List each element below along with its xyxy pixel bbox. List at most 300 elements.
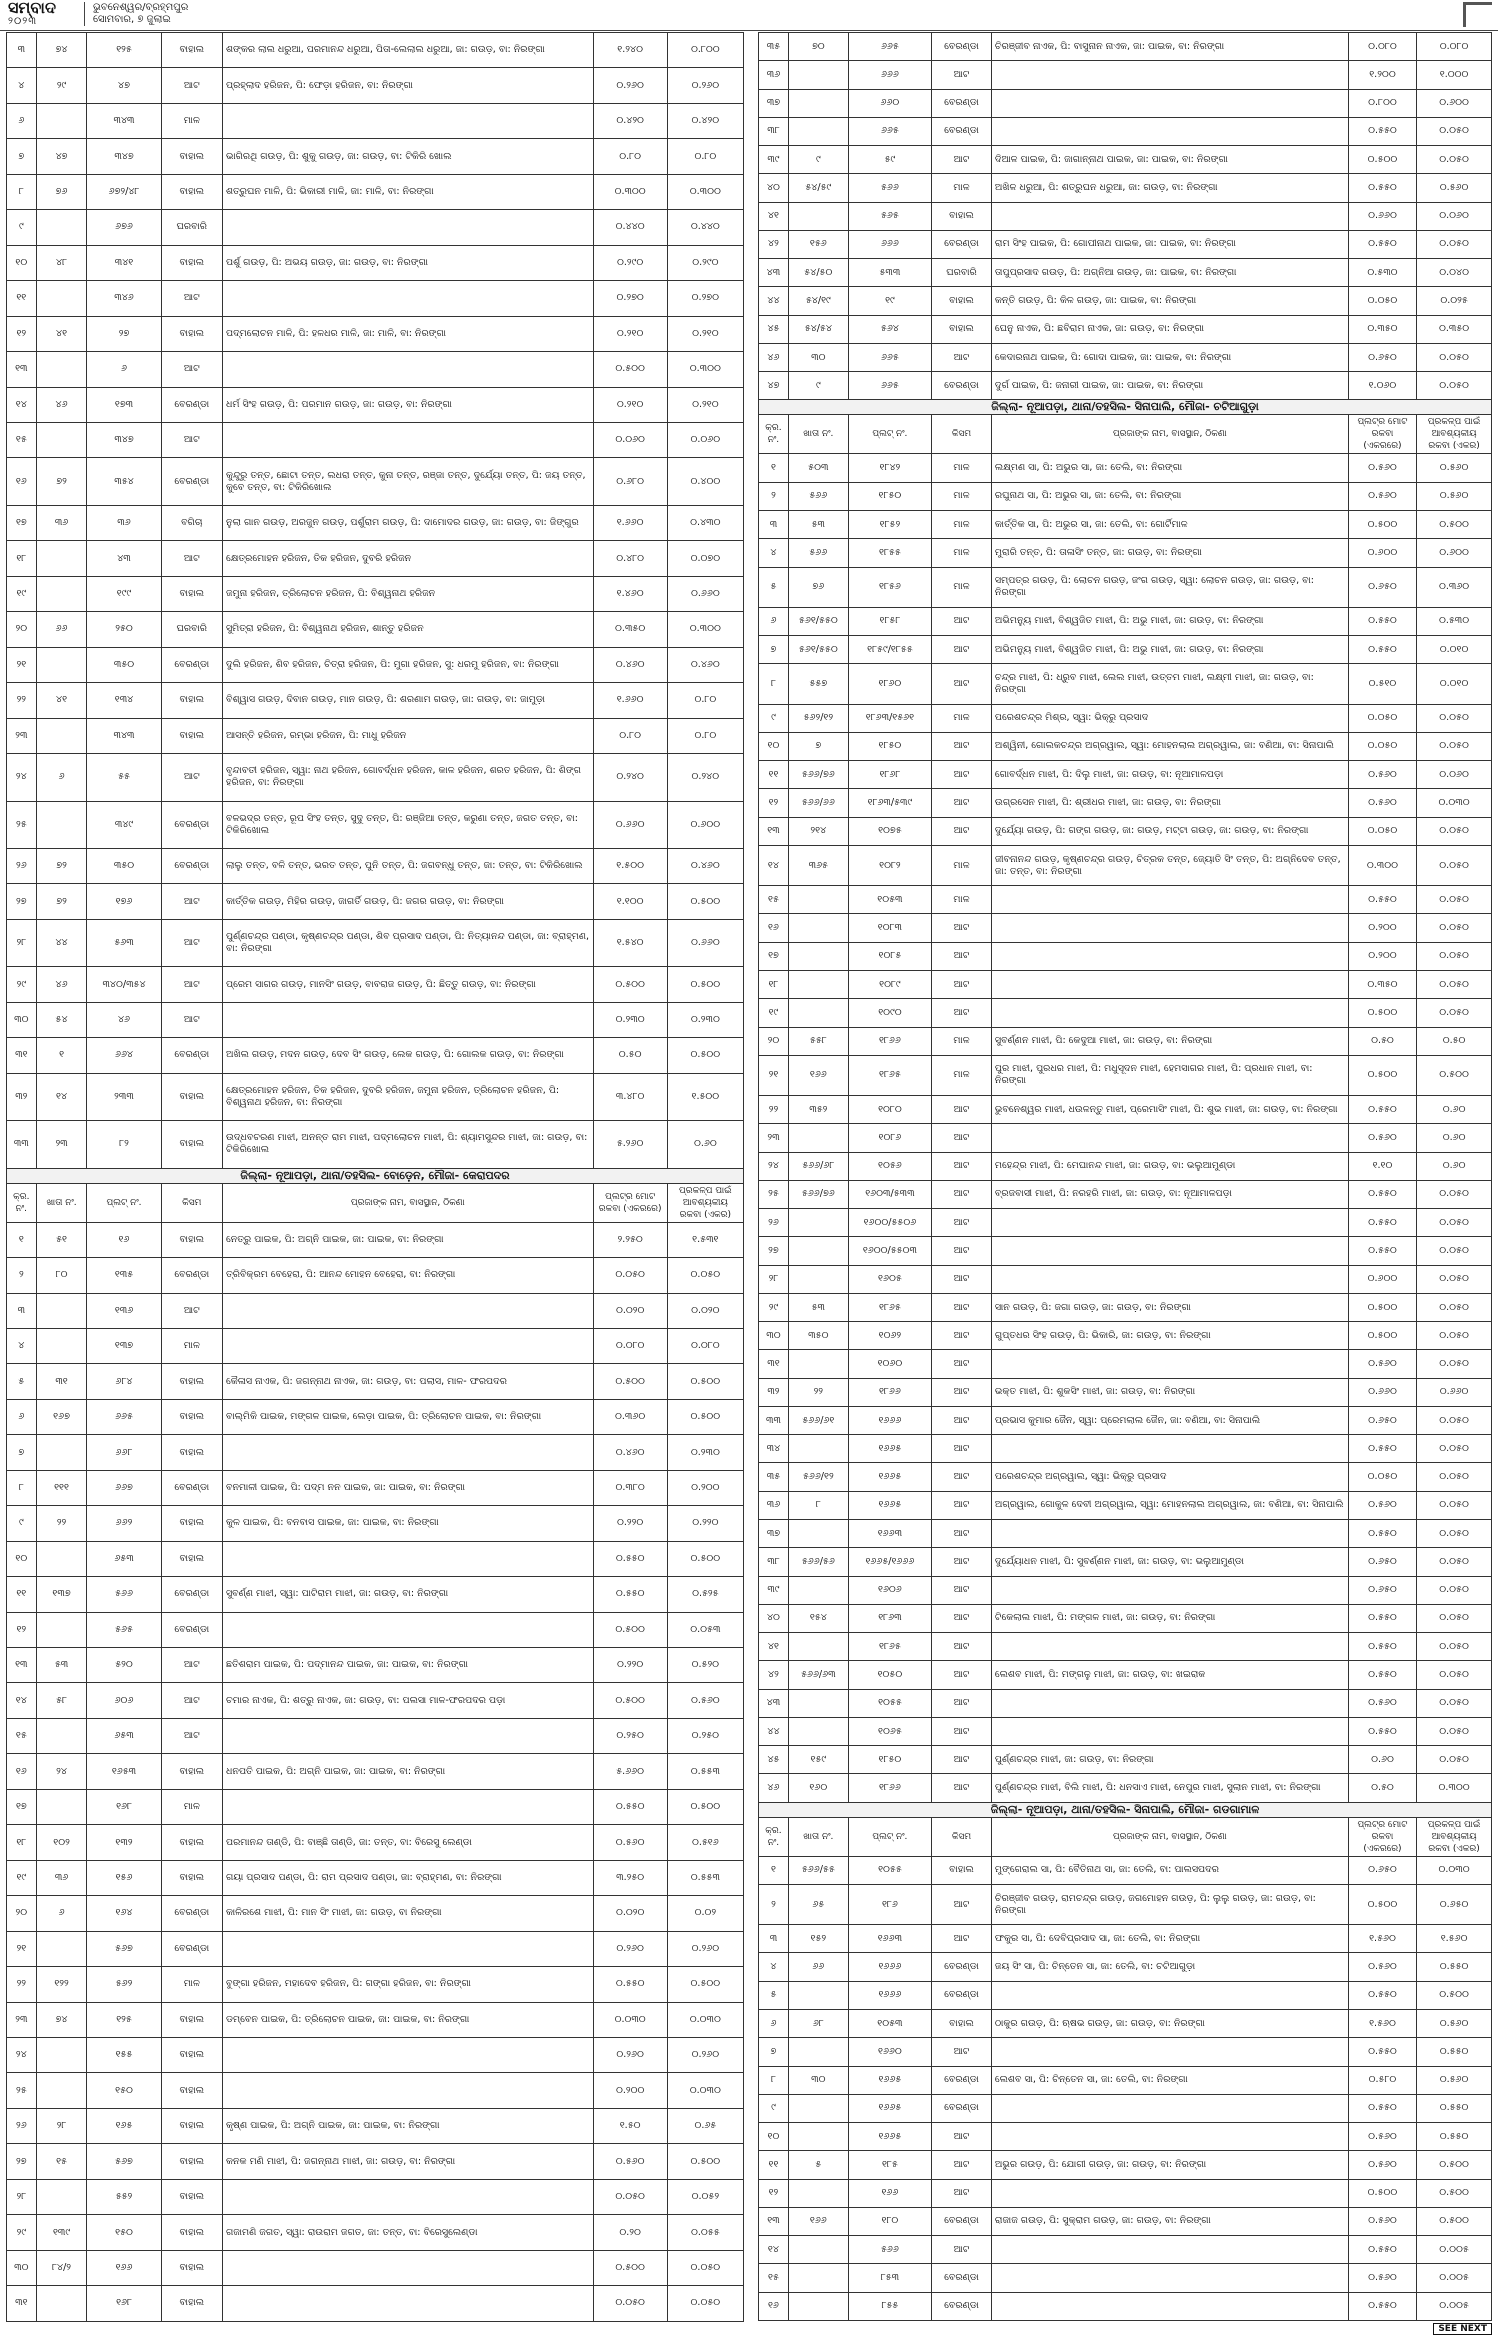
plot-no: ୧୨୫ xyxy=(87,2002,161,2037)
plot-no: ୧୮୬୫ xyxy=(848,1293,931,1321)
serial-no: ୮ xyxy=(759,664,789,704)
plot-no: ୧୮୫୯/୧୮୫୫ xyxy=(848,636,931,664)
land-type: ବାହାଲ xyxy=(161,316,222,351)
table-row xyxy=(759,1953,1492,1981)
khata-no xyxy=(36,1718,87,1753)
required-area: ୦.୫୦୦ xyxy=(667,967,743,1002)
table-row xyxy=(7,2108,744,2143)
plot-no: ୧୬୫୩ xyxy=(87,1754,161,1789)
khata-no xyxy=(788,1209,848,1237)
serial-no: ୮ xyxy=(7,174,37,209)
serial-no: ୧୦ xyxy=(7,245,37,280)
serial-no: ୪୪ xyxy=(759,1717,789,1745)
owner-details: ଆସନ୍ତି ହରିଜନ, ରମ୍ଭା ହରିଜନ, ପି: ମାଧୁ ହରିଜନ xyxy=(222,718,593,753)
plot-total-area: ୦.୫୫୦ xyxy=(1348,1717,1416,1745)
owner-details: ବୁଙ୍ଗା ହରିଜନ, ମହାଦେବ ହରିଜନ, ପି: ଗଙ୍ଗା ହରିଜନ, ବା: ନିରଙ୍ଗା xyxy=(222,1967,593,2002)
owner-details: ବ୍ରଜବାସୀ ମାଝୀ, ପି: ନରହରି ମାଝୀ, ଜା: ଗଉଡ଼, ବା: ନୂଆମାଳପଡ଼ା xyxy=(991,1180,1348,1208)
required-area: ୧.୫୦୦ xyxy=(667,1073,743,1120)
owner-details xyxy=(991,89,1348,117)
land-type: ଆଟ xyxy=(161,68,222,103)
land-type: ଆଟ xyxy=(932,1717,992,1745)
plot-total-area: ୦.୫୫୦ xyxy=(1348,607,1416,635)
plot-total-area: ୦.୦୨୦ xyxy=(593,1293,667,1328)
owner-details xyxy=(222,1002,593,1037)
plot-total-area: ୦.୮୦୦ xyxy=(1348,89,1416,117)
land-type: ମାଳ xyxy=(932,539,992,567)
serial-no: ୯ xyxy=(7,210,37,245)
plot-no: ୧୮୬୮ xyxy=(848,761,931,789)
required-area: ୦.୫୦ xyxy=(1417,1027,1492,1055)
owner-details: ସୁବର୍ଣ୍ଣନ ମାଝୀ, ପି: କେଦୁଆ ମାଝୀ, ଜା: ଗଉଡ଼, ବା: ନିରଙ୍ଗା xyxy=(991,1027,1348,1055)
khata-no: ୫୪/୫୦ xyxy=(788,259,848,287)
column-header-khata-no: ଖାତା ନଂ. xyxy=(788,415,848,454)
serial-no: ୧୦ xyxy=(759,2123,789,2151)
land-type: ଆଟ xyxy=(932,1576,992,1604)
land-type: ବାହାଲ xyxy=(161,1222,222,1257)
land-type: ଆଟ xyxy=(932,1209,992,1237)
serial-no: ୩୩ xyxy=(7,1121,37,1168)
khata-no: ୭ xyxy=(788,732,848,760)
table-row xyxy=(7,1789,744,1824)
plot-no: ୫୬୬ xyxy=(87,1577,161,1612)
land-type: ଆଟ xyxy=(932,1925,992,1953)
plot-no: ୧୬୬୫/୧୬୬୬ xyxy=(848,1548,931,1576)
khata-no: ୪୧ xyxy=(36,683,87,718)
table-row xyxy=(759,2207,1492,2235)
table-row xyxy=(7,1541,744,1576)
khata-no xyxy=(788,999,848,1027)
plot-total-area: ୦.୬୫୦ xyxy=(1348,1406,1416,1434)
khata-no: ୫୬୬/୫୫ xyxy=(788,1856,848,1884)
plot-no: ୧୬୬ xyxy=(87,2250,161,2285)
land-type: ଆଟ xyxy=(932,1124,992,1152)
owner-details: ଗଜାମଣି ଜଗତ, ସ୍ୱା: ରାଉରାମ ଜଗତ, ଜା: ତନ୍ତ, ବା: ବିରେସୁଲେଣ୍ଡା xyxy=(222,2215,593,2250)
plot-total-area: ୦.୪୨୦ xyxy=(593,103,667,138)
serial-no: ୩୭ xyxy=(759,89,789,117)
required-area: ୦.୦୫୦ xyxy=(667,1258,743,1293)
land-type: ଆଟ xyxy=(932,1604,992,1632)
owner-details: ପ୍ରଭାସ କୁମାର ଜୈନ, ସ୍ୱା: ପ୍ରେମଲାଲ ଜୈନ, ଜା: ବଣିଆ, ବା: ସିନାପାଲି xyxy=(991,1406,1348,1434)
land-type: ବାହାଲ xyxy=(932,1856,992,1884)
required-area: ୦.୦୫୦ xyxy=(1417,886,1492,914)
table-row xyxy=(759,1152,1492,1180)
plot-no: ୬୬୦ xyxy=(848,89,931,117)
owner-details xyxy=(222,1718,593,1753)
plot-no: ୧୮୬୫ xyxy=(848,1055,931,1095)
khata-no: ୧ xyxy=(36,1038,87,1073)
owner-details xyxy=(991,117,1348,145)
land-type: ବେରଣ୍ଡା xyxy=(161,1258,222,1293)
owner-details xyxy=(991,1435,1348,1463)
required-area: ୦.୦୫୦ xyxy=(1417,343,1492,371)
plot-no: ୧୮୦ xyxy=(848,2207,931,2235)
plot-total-area: ୦.୫୮୦ xyxy=(1348,2066,1416,2094)
plot-no: ୫୬୬ xyxy=(848,174,931,202)
khata-no: ୫୫୭ xyxy=(788,664,848,704)
required-area: ୦.୦୫୦ xyxy=(1417,1661,1492,1689)
plot-no: ୧୩୭ xyxy=(87,1328,161,1363)
required-area: ୦.୦୫୦ xyxy=(1417,146,1492,174)
serial-no: ୧୬ xyxy=(759,914,789,942)
section-title: ଜିଲ୍ଲା- ନୂଆପଡ଼ା, ଥାନା/ତହସିଲ- ସିନାପାଲି, ମୌଜା- ଗଡଗାମାଳ xyxy=(759,1802,1492,1817)
owner-details: ପରମାନନ୍ଦ ତାଣ୍ଡି, ପି: ବାଞ୍ଛି ତାଣ୍ଡି, ଜା: ତନ୍ତ, ବା: ବିରେସୁ ଲେଣ୍ଡା xyxy=(222,1825,593,1860)
required-area: ୦.୦୫୦ xyxy=(1417,1746,1492,1774)
plot-no: ୮୨ xyxy=(87,1121,161,1168)
plot-no: ୧୦୮୫ xyxy=(848,942,931,970)
khata-no xyxy=(36,576,87,611)
land-type: ଘରବାରି xyxy=(161,210,222,245)
land-type: ମାଳ xyxy=(932,845,992,885)
owner-details xyxy=(991,1265,1348,1293)
khata-no xyxy=(36,1931,87,1966)
serial-no: ୧୦ xyxy=(759,732,789,760)
owner-details xyxy=(991,1520,1348,1548)
serial-no: ୧ xyxy=(759,454,789,482)
required-area: ୦.୦୫୦ xyxy=(1417,999,1492,1027)
required-area: ୦.୨୭୦ xyxy=(667,281,743,316)
serial-no: ୪୧ xyxy=(759,202,789,230)
plot-total-area: ୧.୫୬୦ xyxy=(1348,1925,1416,1953)
table-row xyxy=(7,458,744,505)
plot-total-area: ୦.୫୫୦ xyxy=(1348,1633,1416,1661)
table-row xyxy=(759,2094,1492,2122)
serial-no: ୨୨ xyxy=(7,1967,37,2002)
land-type: ବାହାଲ xyxy=(161,683,222,718)
table-row xyxy=(759,970,1492,998)
plot-no: ୮୫୩ xyxy=(848,2264,931,2292)
land-type: ବାହାଲ xyxy=(161,2038,222,2073)
table-row xyxy=(759,372,1492,400)
plot-total-area: ୦.୫୬୦ xyxy=(1348,1491,1416,1519)
plot-no: ୬୦୬ xyxy=(87,1683,161,1718)
land-table-left xyxy=(6,32,744,2322)
table-row xyxy=(759,454,1492,482)
land-type: ମାଳ xyxy=(932,482,992,510)
table-row xyxy=(7,68,744,103)
owner-details: ଲାଲୁ ତନ୍ତ, ବଳି ତନ୍ତ, ଭରତ ତନ୍ତ, ପୁନି ତନ୍ତ, ପି: ଜଗବନ୍ଧୁ ତନ୍ତ, ଜା: ତନ୍ତ, ବା: ଟିକିରିଖୋଲ xyxy=(222,848,593,883)
serial-no: ୧୪ xyxy=(7,1683,37,1718)
table-row xyxy=(759,1981,1492,2009)
plot-total-area: ୦.୫୬୦ xyxy=(1348,761,1416,789)
required-area: ୦.୩୦୦ xyxy=(1417,1774,1492,1802)
khata-no: ୫୬୬/୫୬ xyxy=(788,1548,848,1576)
plot-total-area: ୦.୫୦୦ xyxy=(593,967,667,1002)
land-type: ବାହାଲ xyxy=(161,1860,222,1895)
khata-no xyxy=(36,2073,87,2108)
land-type: ଆଟ xyxy=(161,422,222,457)
plot-total-area: ୦.୨୦ xyxy=(593,2215,667,2250)
khata-no xyxy=(788,1576,848,1604)
column-header-plot-total-area: ପ୍ଲଟ୍ର ମୋଟ ରକବା (ଏକରରେ) xyxy=(593,1183,667,1222)
required-area: ୦.୫୫୦ xyxy=(1417,1953,1492,1981)
table-row xyxy=(7,1002,744,1037)
khata-no: ୩୬ xyxy=(36,505,87,540)
owner-details: ଭାଗିରଥି ଗଉଡ଼, ପି: ଶୁକୁ ଗଉଡ଼, ଜା: ଗଉଡ଼, ବା: ଟିକିରି ଖୋଲ xyxy=(222,139,593,174)
owner-details: ଅଖିଳ ଧରୁଆ, ପି: ଶତ୍ରୁଘନ ଧରୁଆ, ଜା: ଗଉଡ଼, ବା: ନିରଙ୍ଗା xyxy=(991,174,1348,202)
khata-no: ୫୩ xyxy=(788,1293,848,1321)
plot-no: ୬୬୨ xyxy=(87,1506,161,1541)
plot-total-area: ୦.୫୫୦ xyxy=(1348,230,1416,258)
land-type: ବେରଣ୍ଡା xyxy=(932,372,992,400)
khata-no: ୩୧ xyxy=(36,1364,87,1399)
column-header-land-type: କିସମ xyxy=(161,1183,222,1222)
table-row xyxy=(7,1258,744,1293)
required-area: ୦.୫୦୦ xyxy=(1417,2151,1492,2179)
khata-no xyxy=(788,970,848,998)
serial-no: ୧୬ xyxy=(7,1754,37,1789)
table-row xyxy=(7,1038,744,1073)
serial-no: ୧୨ xyxy=(759,2179,789,2207)
required-area: ୦.୦୫୦ xyxy=(1417,732,1492,760)
owner-details: କୁନ୍ଦୁରୁ ତନ୍ତ, ଛୋଟା ତନ୍ତ, ଲଧରା ତନ୍ତ, କୁନା ତନ୍ତ, ରଞ୍ଜା ତନ୍ତ, ଦୁର୍ଯ୍ୟୋ ତନ୍ତ, ପି: ଜୟ ତନ୍ତ, କୁବେ ତନ୍ତ, ବା: ଟିକିରିଖୋଲ xyxy=(222,458,593,505)
khata-no xyxy=(788,914,848,942)
serial-no: ୩୬ xyxy=(759,1491,789,1519)
table-row xyxy=(7,387,744,422)
land-type: ବେରଣ୍ଡା xyxy=(932,2066,992,2094)
plot-no: ୫୬୪ xyxy=(848,315,931,343)
required-area: ୦.୦୩୦ xyxy=(667,2073,743,2108)
plot-total-area: ୫.୬୬୦ xyxy=(593,1754,667,1789)
plot-no: ୪୬ xyxy=(87,1002,161,1037)
owner-details: ପରେଶଚନ୍ଦ୍ର ଅଗ୍ରୱାଲ, ସ୍ୱା: ଭିକ୍ରୁ ପ୍ରସାଦ xyxy=(991,1463,1348,1491)
plot-no: ୧୦୯୦ xyxy=(848,999,931,1027)
serial-no: ୨୫ xyxy=(759,1180,789,1208)
serial-no: ୪୦ xyxy=(759,174,789,202)
required-area: ୦.୦୫୦ xyxy=(1417,1322,1492,1350)
land-type: ଆଟ xyxy=(932,1661,992,1689)
table-row xyxy=(7,1435,744,1470)
owner-details: କୈଳାସ ନାଏକ, ପି: ଜଗନ୍ନାଥ ନାଏକ, ଜା: ଗଉଡ଼, ବା: ପଲାସ, ମାଳ- ଫରପଦର xyxy=(222,1364,593,1399)
serial-no: ୩୯ xyxy=(759,1576,789,1604)
plot-no: ୬୫୩ xyxy=(87,1718,161,1753)
table-row xyxy=(759,230,1492,258)
owner-details xyxy=(991,2264,1348,2292)
required-area: ୦.୦୫୦ xyxy=(1417,117,1492,145)
table-row xyxy=(759,2179,1492,2207)
plot-total-area: ୦.୫୫୦ xyxy=(593,1541,667,1576)
khata-no: ୧୬୭ xyxy=(36,1399,87,1434)
table-row xyxy=(7,1121,744,1168)
khata-no xyxy=(36,1612,87,1647)
plot-total-area: ୦.୨୭୦ xyxy=(593,281,667,316)
plot-total-area: ୧.୫୪୦ xyxy=(593,919,667,966)
plot-total-area: ୦.୫୫୦ xyxy=(593,1577,667,1612)
plot-total-area: ୦.୫୦ xyxy=(1348,1774,1416,1802)
plot-no: ୧୬୬୫ xyxy=(848,1463,931,1491)
plot-total-area: ୦.୩୫୦ xyxy=(1348,970,1416,998)
land-type: ବାହାଲ xyxy=(932,202,992,230)
plot-no: ୩୪୦/୩୫୪ xyxy=(87,967,161,1002)
owner-details: ଲକ୍ଷ୍ମଣ ସା, ପି: ଅଭୁର ସା, ଜା: ତେଲି, ବା: ନିରଙ୍ଗା xyxy=(991,454,1348,482)
serial-no: ୧ xyxy=(759,1856,789,1884)
khata-no xyxy=(36,2179,87,2214)
serial-no: ୪୩ xyxy=(759,259,789,287)
required-area: ୦.୬୦ xyxy=(1417,1096,1492,1124)
owner-details: ଜୀବନାନନ୍ଦ ଗଉଡ଼, କୃଷ୍ଣଚନ୍ଦ୍ର ଗଉଡ଼, ଚିତ୍ରକ ତନ୍ତ, ଜ୍ୟୋତି ସିଂ ତନ୍ତ, ପି: ଅଗ୍ନିଦେବ ତନ୍ତ, ଜା: ତନ୍ତ, ବା: ନିରଙ୍ଗା xyxy=(991,845,1348,885)
owner-details xyxy=(991,1717,1348,1745)
plot-no: ୫୩୩ xyxy=(848,259,931,287)
khata-no xyxy=(788,1689,848,1717)
plot-total-area: ୦.୨୬୦ xyxy=(593,1931,667,1966)
khata-no: ୫୬୬/୬୮ xyxy=(788,1152,848,1180)
land-type: ଆଟ xyxy=(932,1633,992,1661)
see-next-label: SEE NEXT xyxy=(1433,2323,1492,2335)
plot-no: ୪୩ xyxy=(87,541,161,576)
plot-total-area: ୦.୬୦୦ xyxy=(1348,1265,1416,1293)
khata-no xyxy=(788,2236,848,2264)
owner-details xyxy=(991,2236,1348,2264)
serial-no: ୪ xyxy=(759,1953,789,1981)
owner-details: ଗୟା ପ୍ରସାଦ ପଣ୍ଡା, ପି: ରାମ ପ୍ରସାଦ ପଣ୍ଡା, ଜା: ବ୍ରାହ୍ମଣ, ବା: ନିରଙ୍ଗା xyxy=(222,1860,593,1895)
plot-total-area: ୦.୦୫୦ xyxy=(1348,817,1416,845)
required-area: ୦.୫୦୦ xyxy=(667,2144,743,2179)
owner-details: ବନମାଳୀ ପାଇକ, ପି: ପଦ୍ମ ନନ ପାଇକ, ଜା: ପାଇକ, ବା: ନିରଙ୍ଗା xyxy=(222,1470,593,1505)
plot-total-area: ୦.୩୬୦ xyxy=(593,1399,667,1434)
plot-total-area: ୦.୪୬୦ xyxy=(593,647,667,682)
table-row xyxy=(759,942,1492,970)
table-row xyxy=(759,1293,1492,1321)
required-area: ୦.୦୨୫ xyxy=(1417,287,1492,315)
plot-no: ୧୫୦ xyxy=(87,2215,161,2250)
plot-no: ୧୬୬୩ xyxy=(848,1520,931,1548)
plot-total-area: ୧.୫୬୦ xyxy=(1348,2010,1416,2038)
plot-no: ୧୬୮ xyxy=(87,2286,161,2321)
table-row xyxy=(7,33,744,68)
table-row xyxy=(7,683,744,718)
serial-no: ୧ xyxy=(7,1222,37,1257)
table-row xyxy=(7,2073,744,2108)
plot-no: ୧୦୫୫ xyxy=(848,1856,931,1884)
required-area: ୦.୦୬୦ xyxy=(1417,202,1492,230)
serial-no: ୪୫ xyxy=(759,315,789,343)
plot-total-area: ୦.୫୫୦ xyxy=(1348,1237,1416,1265)
required-area: ୦.୨୬୦ xyxy=(667,1931,743,1966)
khata-no: ୧୫ xyxy=(36,2144,87,2179)
table-row xyxy=(759,845,1492,885)
owner-details xyxy=(991,61,1348,89)
khata-no xyxy=(36,801,87,848)
land-type: ଆଟ xyxy=(932,1463,992,1491)
required-area: ୦.୫୦୦ xyxy=(1417,2179,1492,2207)
land-type: ମାଳ xyxy=(161,103,222,138)
land-type: ମାଳ xyxy=(932,704,992,732)
land-type: ଆଟ xyxy=(161,1683,222,1718)
table-row xyxy=(759,817,1492,845)
khata-no: ୬୮ xyxy=(788,2010,848,2038)
table-row xyxy=(759,1689,1492,1717)
plot-no: ୬୮୪ xyxy=(87,1364,161,1399)
plot-no: ୨୫୦ xyxy=(87,612,161,647)
serial-no: ୨୭ xyxy=(7,884,37,919)
plot-total-area: ୦.୨୨୦ xyxy=(593,1648,667,1683)
khata-no: ୩୬୫ xyxy=(788,845,848,885)
required-area: ୦.୦୫୨ xyxy=(667,2179,743,2214)
plot-total-area: ୫.୨୬୦ xyxy=(593,1121,667,1168)
required-area: ୦.୪୦୦ xyxy=(667,458,743,505)
plot-total-area: ୦.୫୬୦ xyxy=(1348,454,1416,482)
plot-no: ୧୩୫ xyxy=(87,1258,161,1293)
owner-details: ଲେଶବ ସା, ପି: ଚିନ୍ତେନ ସା, ଜା: ତେଲି, ବା: ନିରଙ୍ଗା xyxy=(991,2066,1348,2094)
serial-no: ୩ xyxy=(759,510,789,538)
land-type: ବେରଣ୍ଡା xyxy=(932,117,992,145)
plot-total-area: ୧.୦୬୦ xyxy=(1348,372,1416,400)
land-type: ଘରବାରି xyxy=(932,259,992,287)
plot-total-area: ୦.୫୦୦ xyxy=(1348,2179,1416,2207)
serial-no: ୧୨ xyxy=(759,789,789,817)
land-type: ଆଟ xyxy=(932,1774,992,1802)
required-area: ୦.୪୨୦ xyxy=(667,103,743,138)
required-area: ୦.୦୩୦ xyxy=(1417,1856,1492,1884)
owner-details: ଅଗ୍ରୱାଲ, ଗୋକୁଳ ଦେବୀ ଅଗ୍ରୱାଲ, ସ୍ୱା: ମୋହନଲାଲ ଅଗ୍ରୱାଲ, ଜା: ବଣିଆ, ବା: ସିନାପାଲି xyxy=(991,1491,1348,1519)
serial-no: ୩୯ xyxy=(759,146,789,174)
plot-no: ୧୬୦୦/୫୫୦୩ xyxy=(848,1237,931,1265)
required-area: ୧.୫୩୧ xyxy=(667,1222,743,1257)
plot-no: ୧୮୬୩ xyxy=(848,1604,931,1632)
table-row xyxy=(759,1027,1492,1055)
required-area: ୦.୬୬୦ xyxy=(667,576,743,611)
khata-no: ୯ xyxy=(788,372,848,400)
land-type: ଆଟ xyxy=(932,1237,992,1265)
khata-no: ୪୬ xyxy=(36,387,87,422)
column-header-row xyxy=(759,415,1492,454)
plot-no: ୧୮୫୨ xyxy=(848,510,931,538)
khata-no: ୨୨ xyxy=(36,1506,87,1541)
land-type: ଆଟ xyxy=(932,914,992,942)
plot-no: ୧୩୪ xyxy=(87,683,161,718)
land-type: ଆଟ xyxy=(932,1096,992,1124)
land-type: ମାଳ xyxy=(932,1055,992,1095)
required-area: ୦.୦୦୫ xyxy=(1417,2264,1492,2292)
section-title: ଜିଲ୍ଲା- ନୂଆପଡ଼ା, ଥାନା/ତହସିଲ- ବୋଡ଼େନ, ମୌଜା- କେରାପଦର xyxy=(7,1168,744,1183)
required-area: ୦.୫୦୦ xyxy=(667,1967,743,2002)
owner-details xyxy=(222,281,593,316)
plot-no: ୧୬୦୦/୫୫୦୬ xyxy=(848,1209,931,1237)
plot-no: ୧୬୬୬ xyxy=(848,1953,931,1981)
required-area: ୦.୫୦୦ xyxy=(667,1399,743,1434)
khata-no: ୫୬୬/୧୨ xyxy=(788,1463,848,1491)
serial-no: ୩ xyxy=(759,1925,789,1953)
plot-total-area: ୨.୨୫୦ xyxy=(593,1222,667,1257)
table-row xyxy=(759,1661,1492,1689)
plot-total-area: ୦.୫୦୦ xyxy=(593,1364,667,1399)
khata-no xyxy=(788,942,848,970)
serial-no: ୨୮ xyxy=(7,2179,37,2214)
table-row xyxy=(759,1746,1492,1774)
required-area: ୦.୫୨୫ xyxy=(667,1577,743,1612)
table-row xyxy=(7,848,744,883)
plot-total-area: ୦.୫୫୦ xyxy=(1348,1180,1416,1208)
khata-no: ୯ xyxy=(788,146,848,174)
owner-details: ଉଗ୍ରସେନ ମାଝୀ, ପି: ଶ୍ରୀଧର ମାଝୀ, ଜା: ଗଉଡ଼, ବା: ନିରଙ୍ଗା xyxy=(991,789,1348,817)
plot-total-area: ୦.୫୫୦ xyxy=(593,1789,667,1824)
serial-no: ୨୩ xyxy=(7,718,37,753)
required-area: ୦.୪୩୦ xyxy=(667,505,743,540)
serial-no: ୨୪ xyxy=(759,1152,789,1180)
table-row xyxy=(7,1577,744,1612)
plot-total-area: ୦.୩୫୦ xyxy=(1348,315,1416,343)
land-type: ଆଟ xyxy=(161,541,222,576)
khata-no: ୩୦ xyxy=(788,343,848,371)
land-type: ଆଟ xyxy=(161,1293,222,1328)
plot-no: ୧୬୬୬ xyxy=(848,1981,931,2009)
owner-details: ପୁର୍ଣ୍ଣଚନ୍ଦ୍ର ପଣ୍ଡା, କୃଷ୍ଣଚନ୍ଦ୍ର ପଣ୍ଡା, ଶିବ ପ୍ରସାଦ ପଣ୍ଡା, ପି: ନିତ୍ୟାନନ୍ଦ ପଣ୍ଡା, ଜା: ବ୍ରାହ୍ମଣ, ବା: ନିରଙ୍ଗା xyxy=(222,919,593,966)
plot-total-area: ୦.୦୫୦ xyxy=(1348,1463,1416,1491)
khata-no: ୮୦ xyxy=(36,1258,87,1293)
serial-no: ୨୦ xyxy=(7,1896,37,1931)
owner-details: ପଦ୍ମଲୋଚନ ମାଳି, ପି: ହଳଧର ମାଳି, ଜା: ମାଳି, ବା: ନିରଙ୍ଗା xyxy=(222,316,593,351)
serial-no: ୨୯ xyxy=(759,1293,789,1321)
khata-no: ୫୧ xyxy=(36,1222,87,1257)
